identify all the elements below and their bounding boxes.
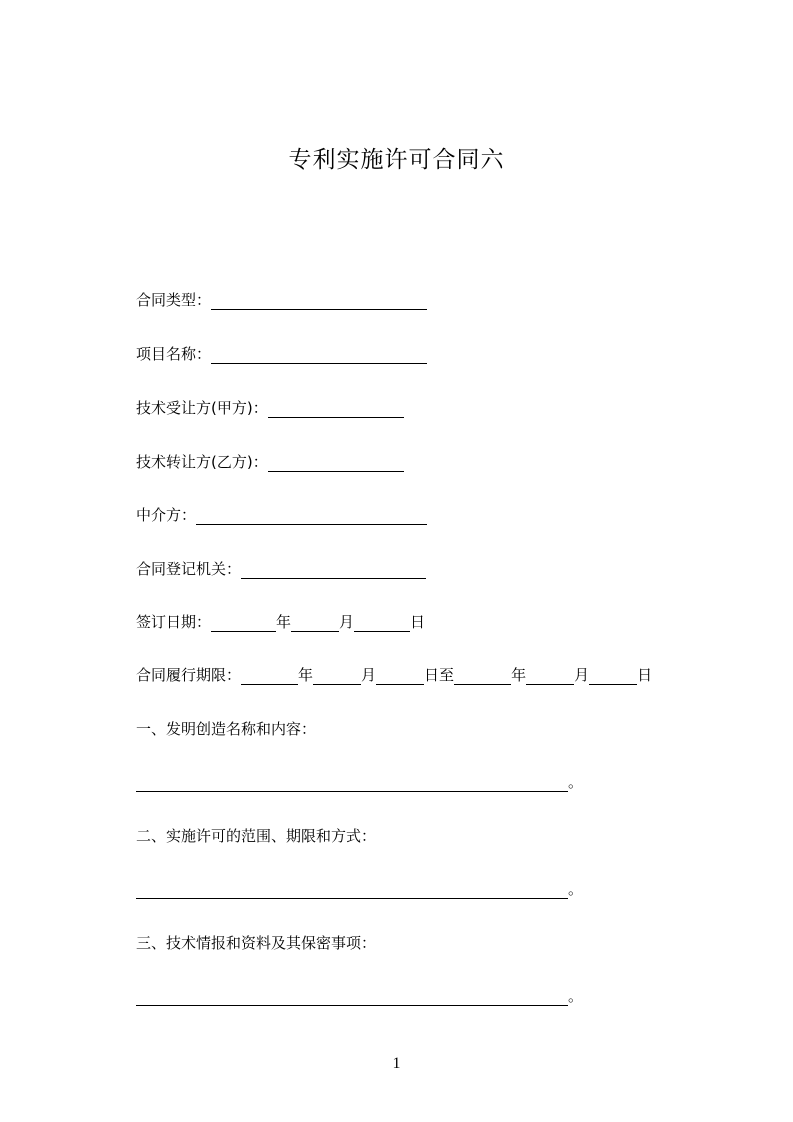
field-intermediary: [136, 505, 427, 525]
period: 。: [568, 880, 584, 898]
section-fill: [136, 771, 583, 792]
section-fill: [136, 878, 583, 899]
blank-year[interactable]: [211, 616, 276, 632]
blank-line[interactable]: [268, 456, 404, 472]
field-label: 签订日期：: [136, 613, 212, 631]
field-label: 中介方：: [136, 506, 197, 524]
month-unit: 月: [339, 613, 355, 631]
blank-line[interactable]: [136, 776, 568, 792]
blank-line[interactable]: [136, 883, 568, 899]
blank-month[interactable]: [291, 616, 339, 632]
blank-day-end[interactable]: [589, 669, 637, 685]
year-unit: 年: [276, 613, 292, 631]
month-unit: 月: [361, 666, 377, 684]
blank-line[interactable]: [136, 990, 568, 1006]
field-party-b: [136, 452, 404, 472]
year-unit: 年: [511, 666, 527, 684]
field-project-name: [136, 344, 427, 364]
year-unit: 年: [298, 666, 314, 684]
day-unit: 日: [637, 666, 653, 684]
blank-year-end[interactable]: [454, 669, 511, 685]
field-registration-authority: [136, 559, 426, 579]
blank-day[interactable]: [376, 669, 424, 685]
blank-line[interactable]: [211, 348, 427, 364]
period: 。: [568, 773, 584, 791]
blank-year[interactable]: [241, 669, 298, 685]
period: 。: [568, 987, 584, 1005]
blank-line[interactable]: [196, 509, 427, 525]
month-unit: 月: [574, 666, 590, 684]
field-label: 合同履行期限：: [136, 666, 242, 684]
field-label: 合同类型：: [136, 291, 212, 309]
document-title: 专利实施许可合同六: [288, 147, 505, 173]
blank-month[interactable]: [313, 669, 361, 685]
blank-line[interactable]: [241, 563, 426, 579]
blank-line[interactable]: [268, 402, 404, 418]
field-contract-type: [136, 290, 427, 310]
blank-day[interactable]: [354, 616, 410, 632]
field-label: 技术转让方(乙方)：: [136, 453, 268, 471]
page-number: 1: [392, 1055, 401, 1072]
section-heading: 二、实施许可的范围、期限和方式：: [136, 827, 377, 845]
blank-line[interactable]: [211, 294, 427, 310]
to-text: 日至: [424, 666, 455, 684]
section-fill: [136, 985, 583, 1006]
field-label: 项目名称：: [136, 345, 212, 363]
field-label: 合同登记机关：: [136, 560, 242, 578]
blank-month-end[interactable]: [526, 669, 574, 685]
field-sign-date: [136, 612, 425, 632]
field-performance-term: [136, 665, 652, 685]
section-heading: 一、发明创造名称和内容：: [136, 720, 317, 738]
day-unit: 日: [410, 613, 426, 631]
section-heading: 三、技术情报和资料及其保密事项：: [136, 934, 377, 952]
field-label: 技术受让方(甲方)：: [136, 399, 268, 417]
field-party-a: [136, 398, 404, 418]
